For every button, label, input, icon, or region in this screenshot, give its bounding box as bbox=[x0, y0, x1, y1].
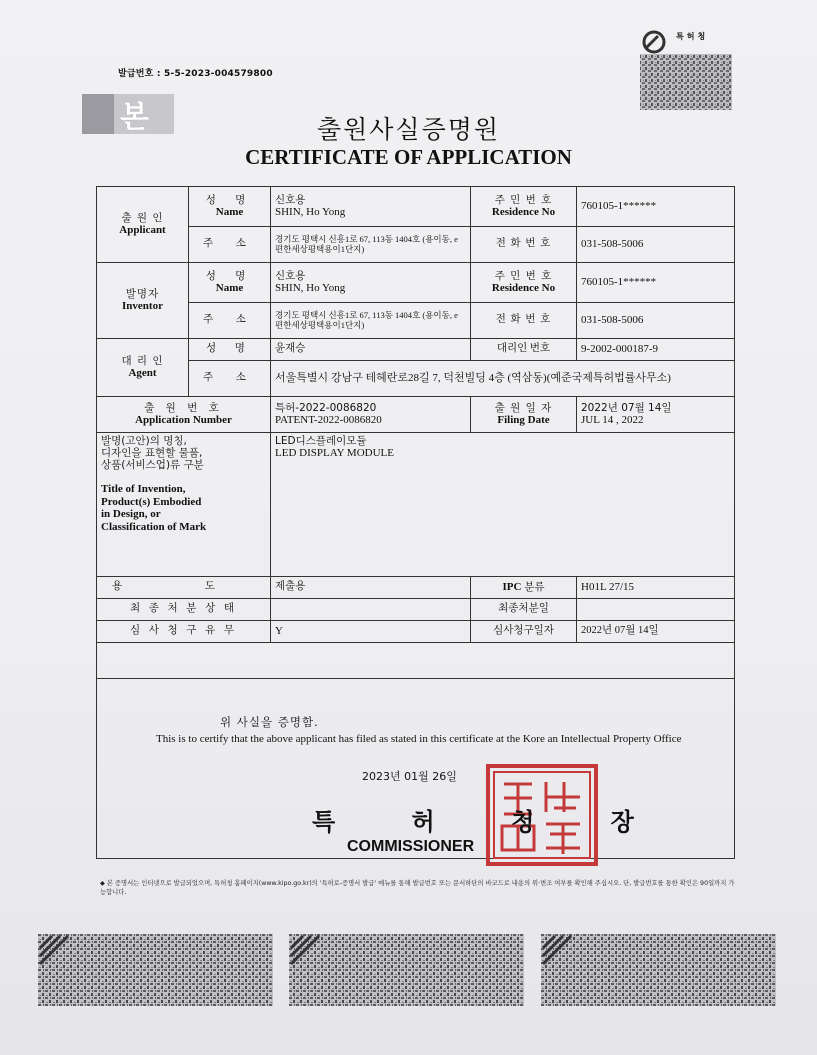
inventor-name: 신호용 SHIN, Ho Yong bbox=[271, 263, 471, 303]
agent-address-label: 주 소 bbox=[189, 361, 271, 397]
final-status-value bbox=[271, 599, 471, 621]
usage-row bbox=[97, 577, 735, 599]
barcode-3-icon bbox=[541, 934, 776, 1006]
title-of-invention-label: 발명(고안)의 명칭, 디자인을 표현할 물품, 상품(서비스업)류 구분 Title of Invention, Product(s) Embodied in Design, or Classification of Mark bbox=[97, 433, 271, 577]
agent-address: 서울특별시 강남구 테헤란로28길 7, 덕천빌딩 4층 (역삼동)(예준국제특허법률사무소) bbox=[271, 361, 735, 397]
applicant-name-label: 성 명 Name bbox=[189, 187, 271, 227]
agent-label: 대 리 인 Agent bbox=[97, 339, 189, 397]
filing-date: 2022년 07월 14일 JUL 14 , 2022 bbox=[577, 397, 735, 433]
blank-row bbox=[97, 643, 735, 679]
agent-name-row bbox=[97, 339, 735, 361]
title-korean: 출원사실증명원 bbox=[316, 115, 501, 144]
office-name-korean: 특 허 청 장 bbox=[312, 808, 668, 836]
application-number-label: 출 원 번 호 Application Number bbox=[97, 397, 271, 433]
applicant-phone: 031-508-5006 bbox=[577, 227, 735, 263]
certification-statement-korean: 위 사실을 증명함. bbox=[220, 715, 319, 729]
inventor-name-label: 성 명 Name bbox=[189, 263, 271, 303]
inventor-residence-no: 760105-1****** bbox=[577, 263, 735, 303]
examination-date: 2022년 07월 14일 bbox=[577, 621, 735, 643]
agent-number: 9-2002-000187-9 bbox=[577, 339, 735, 361]
applicant-phone-label: 전 화 번 호 bbox=[471, 227, 577, 263]
application-row bbox=[97, 397, 735, 433]
filing-date-label: 출 원 일 자 Filing Date bbox=[471, 397, 577, 433]
logo-text: 본 bbox=[120, 100, 149, 135]
ipc-value: H01L 27/15 bbox=[577, 577, 735, 599]
inventor-phone: 031-508-5006 bbox=[577, 303, 735, 339]
inventor-residence-label: 주 민 번 호 Residence No bbox=[471, 263, 577, 303]
inventor-phone-label: 전 화 번 호 bbox=[471, 303, 577, 339]
applicant-address-row bbox=[97, 227, 735, 263]
inventor-label: 발명자 Inventor bbox=[97, 263, 189, 339]
usage-label: 용 도 bbox=[97, 577, 271, 599]
agent-name-label: 성 명 bbox=[189, 339, 271, 361]
usage-value: 제출용 bbox=[271, 577, 471, 599]
agent-name: 윤재승 bbox=[271, 339, 471, 361]
applicant-address: 경기도 평택시 신흥1로 67, 113동 1404호 (용이동, e편한세상평택용이1단지) bbox=[271, 227, 471, 263]
commissioner-title: COMMISSIONER bbox=[347, 838, 475, 855]
applicant-name-row bbox=[97, 187, 735, 227]
agent-number-label: 대리인 번호 bbox=[471, 339, 577, 361]
applicant-label: 출 원 인 Applicant bbox=[97, 187, 189, 263]
applicant-residence-no: 760105-1****** bbox=[577, 187, 735, 227]
applicant-residence-label: 주 민 번 호 Residence No bbox=[471, 187, 577, 227]
examination-value: Y bbox=[271, 621, 471, 643]
final-status-row bbox=[97, 599, 735, 621]
seal-label: 특허청 bbox=[676, 32, 709, 41]
applicant-address-label: 주 소 bbox=[189, 227, 271, 263]
inventor-address-row bbox=[97, 303, 735, 339]
examination-row bbox=[97, 621, 735, 643]
footnote: ◆ 본 증명서는 인터넷으로 발급되었으며, 특허청 홈페이지(www.kipo.go.kr)의 '특허로-증명서 발급' 메뉴를 통해 발급번호 또는 문서하단의 바코드로 내용의 위·변조 여부를 확인해 주십시오. 단, 발급번호를 통한 확인은 90일까지 가능합니다. bbox=[100, 880, 735, 896]
final-status-label: 최 종 처 분 상 태 bbox=[97, 599, 271, 621]
inventor-name-row bbox=[97, 263, 735, 303]
application-number: 특허-2022-0086820 PATENT-2022-0086820 bbox=[271, 397, 471, 433]
issue-number: 발급번호 : 5-5-2023-004579800 bbox=[118, 69, 273, 79]
examination-label: 심 사 청 구 유 무 bbox=[97, 621, 271, 643]
final-status-date bbox=[577, 599, 735, 621]
applicant-name: 신호용 SHIN, Ho Yong bbox=[271, 187, 471, 227]
ipc-label: IPC 분류 bbox=[471, 577, 577, 599]
barcode-2-icon bbox=[289, 934, 524, 1006]
examination-date-label: 심사청구일자 bbox=[471, 621, 577, 643]
agent-address-row bbox=[97, 361, 735, 397]
certificate-table bbox=[96, 186, 735, 859]
issue-date: 2023년 01월 26일 bbox=[362, 770, 457, 783]
barcode-1-icon bbox=[38, 934, 273, 1006]
title-of-invention-value: LED디스플레이모듈 LED DISPLAY MODULE bbox=[271, 433, 735, 577]
title-english: CERTIFICATE OF APPLICATION bbox=[245, 145, 572, 169]
title-of-invention-row bbox=[97, 433, 735, 577]
inventor-address: 경기도 평택시 신흥1로 67, 113동 1404호 (용이동, e편한세상평택용이1단지) bbox=[271, 303, 471, 339]
final-status-date-label: 최종처분일 bbox=[471, 599, 577, 621]
inventor-address-label: 주 소 bbox=[189, 303, 271, 339]
certification-statement-english: This is to certify that the above applicant has filed as stated in this certificate at the Kore an Intellectual Property Office bbox=[156, 733, 682, 745]
